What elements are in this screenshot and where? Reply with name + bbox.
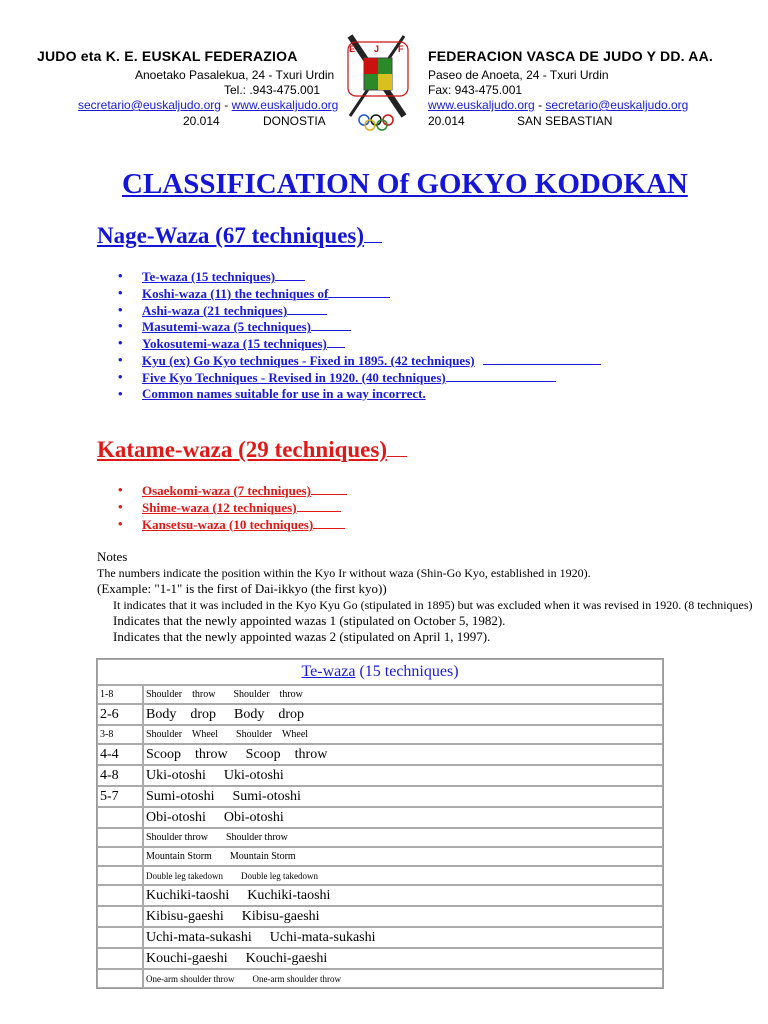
- technique-name-translation: Shoulder throw: [233, 689, 303, 700]
- table-row: [97, 866, 663, 885]
- note-line: The numbers indicate the position within the Kyo Ir without waza (Shin-Go Kyo, established in 1920).: [97, 566, 591, 580]
- technique-name: [143, 704, 663, 725]
- row-number: [97, 948, 143, 969]
- technique-name-original: Shoulder throw: [146, 689, 216, 700]
- address-spanish: Paseo de Anoeta, 24 - Txuri Urdin: [428, 68, 609, 82]
- technique-name-original: Shoulder Wheel: [146, 729, 219, 740]
- email-link-left[interactable]: secretario@euskaljudo.org: [78, 98, 221, 112]
- list-item[interactable]: • Osaekomi-waza (7 techniques): [118, 482, 347, 499]
- list-item[interactable]: • Shime-waza (12 techniques): [118, 499, 347, 516]
- row-number: 4-4: [97, 744, 143, 765]
- technique-name: [143, 786, 663, 807]
- row-number: [97, 906, 143, 927]
- web-link-right[interactable]: www.euskaljudo.org: [428, 98, 535, 112]
- note-line: Indicates that the newly appointed wazas 2 (stipulated on April 1, 1997).: [113, 629, 491, 644]
- technique-name-translation: Sumi-otoshi: [232, 788, 301, 804]
- table-row: [97, 744, 663, 765]
- katame-waza-list: [118, 482, 347, 532]
- list-item[interactable]: • Koshi-waza (11) the techniques of: [118, 285, 662, 302]
- org-name-basque: JUDO eta K. E. EUSKAL FEDERAZIOA: [37, 48, 298, 64]
- postcode-right: 20.014: [428, 114, 465, 128]
- notes-section: [97, 549, 753, 645]
- list-item[interactable]: • Yokosutemi-waza (15 techniques): [118, 335, 662, 352]
- list-item[interactable]: • Kansetsu-waza (10 techniques): [118, 516, 347, 533]
- technique-name-translation: One-arm shoulder throw: [252, 973, 341, 984]
- technique-name-original: Obi-otoshi: [146, 809, 206, 825]
- technique-name-translation: Body drop: [234, 706, 304, 722]
- technique-name-original: Sumi-otoshi: [146, 788, 215, 804]
- svg-text:E: E: [349, 44, 356, 54]
- separator: -: [224, 98, 229, 112]
- technique-name-original: Kibisu-gaeshi: [146, 908, 224, 924]
- technique-name: [143, 828, 663, 847]
- technique-name-translation: Shoulder Wheel: [236, 729, 309, 740]
- address-basque: Anoetako Pasalekua, 24 - Txuri Urdin: [135, 68, 335, 82]
- table-row: [97, 807, 663, 828]
- technique-name-original: Shoulder throw: [146, 832, 208, 843]
- technique-name: [143, 807, 663, 828]
- tel: Tel.: .943-475.001: [224, 83, 321, 97]
- table-row: [97, 906, 663, 927]
- fax: Fax: 943-475.001: [428, 83, 523, 97]
- row-number: 4-8: [97, 765, 143, 786]
- svg-text:J: J: [374, 44, 380, 54]
- technique-name-original: Scoop throw: [146, 746, 228, 762]
- row-number: 2-6: [97, 704, 143, 725]
- technique-name-original: Body drop: [146, 706, 216, 722]
- table-row: [97, 927, 663, 948]
- email-link-right[interactable]: secretario@euskaljudo.org: [545, 98, 689, 112]
- row-number: [97, 969, 143, 988]
- technique-name-original: Mountain Storm: [146, 851, 212, 862]
- technique-name-translation: Uki-otoshi: [223, 767, 284, 783]
- city-left: DONOSTIA: [263, 114, 326, 128]
- list-item[interactable]: • Ashi-waza (21 techniques): [118, 302, 662, 319]
- technique-name-original: Kouchi-gaeshi: [146, 950, 228, 966]
- notes-heading: Notes: [97, 549, 128, 564]
- technique-name: [143, 765, 663, 786]
- org-name-spanish: FEDERACION VASCA DE JUDO Y DD. AA.: [428, 48, 714, 64]
- technique-name-translation: Kouchi-gaeshi: [245, 950, 328, 966]
- table-row: [97, 704, 663, 725]
- nage-waza-heading[interactable]: Nage-Waza (67 techniques): [97, 223, 382, 249]
- row-number: [97, 828, 143, 847]
- technique-name-original: One-arm shoulder throw: [146, 973, 235, 984]
- technique-name-translation: Kibisu-gaeshi: [241, 908, 320, 924]
- note-line: It indicates that it was included in the Kyo Kyu Go (stipulated in 1895) but was excluded when it was revised in 1920. (8 techniques): [113, 598, 753, 612]
- technique-name-translation: Kuchiki-taoshi: [247, 887, 331, 903]
- technique-name: [143, 969, 663, 988]
- technique-name-translation: Obi-otoshi: [223, 809, 284, 825]
- technique-name: [143, 927, 663, 948]
- row-number: [97, 847, 143, 866]
- row-number: 3-8: [97, 725, 143, 744]
- table-row: [97, 969, 663, 988]
- technique-name: [143, 685, 663, 704]
- web-link-left[interactable]: www.euskaljudo.org: [231, 98, 339, 112]
- technique-name: [143, 725, 663, 744]
- list-item[interactable]: • Kyu (ex) Go Kyo techniques - Fixed in 1895. (42 techniques): [118, 352, 662, 369]
- row-number: [97, 927, 143, 948]
- row-number: [97, 807, 143, 828]
- note-line: Indicates that the newly appointed wazas 1 (stipulated on October 5, 1982).: [113, 613, 506, 628]
- list-item[interactable]: • Te-waza (15 techniques): [118, 268, 662, 285]
- te-waza-link[interactable]: Te-waza: [301, 663, 356, 680]
- technique-name-translation: Scoop throw: [245, 746, 328, 762]
- table-row: [97, 685, 663, 704]
- nage-waza-list: [118, 268, 662, 420]
- list-item[interactable]: • Common names suitable for use in a way incorrect.: [118, 386, 662, 420]
- city-right: SAN SEBASTIAN: [517, 114, 613, 128]
- table-row: [97, 725, 663, 744]
- table-row: [97, 948, 663, 969]
- te-waza-table: [96, 658, 664, 989]
- row-number: 5-7: [97, 786, 143, 807]
- technique-name-translation: Mountain Storm: [229, 851, 296, 862]
- row-number: [97, 885, 143, 906]
- technique-name-original: Double leg takedown: [146, 870, 223, 881]
- note-line: (Example: "1-1" is the first of Dai-ikkyo (the first kyo)): [97, 581, 387, 596]
- list-item[interactable]: • Masutemi-waza (5 techniques): [118, 318, 662, 335]
- technique-name: [143, 744, 663, 765]
- table-row: [97, 828, 663, 847]
- svg-text:F: F: [398, 44, 404, 54]
- table-caption: Te-waza (15 techniques): [97, 659, 663, 685]
- federation-emblem: [334, 28, 422, 132]
- technique-name-original: Uki-otoshi: [146, 767, 206, 783]
- page-title[interactable]: CLASSIFICATION Of GOKYO KODOKAN: [122, 168, 688, 200]
- technique-name: [143, 885, 663, 906]
- row-number: [97, 866, 143, 885]
- technique-name-original: Uchi-mata-sukashi: [146, 929, 252, 945]
- technique-name-translation: Shoulder throw: [225, 832, 288, 843]
- postcode-left: 20.014: [183, 114, 220, 128]
- technique-name: [143, 948, 663, 969]
- table-row: [97, 765, 663, 786]
- separator: -: [538, 98, 543, 112]
- row-number: 1-8: [97, 685, 143, 704]
- technique-name: [143, 847, 663, 866]
- table-row: [97, 786, 663, 807]
- technique-name-translation: Double leg takedown: [240, 870, 318, 881]
- technique-name: [143, 866, 663, 885]
- technique-name-original: Kuchiki-taoshi: [146, 887, 230, 903]
- technique-name-translation: Uchi-mata-sukashi: [269, 929, 376, 945]
- katame-waza-heading[interactable]: Katame-waza (29 techniques): [97, 437, 407, 463]
- table-row: [97, 847, 663, 866]
- technique-name: [143, 906, 663, 927]
- list-item[interactable]: • Five Kyo Techniques - Revised in 1920. (40 techniques): [118, 369, 662, 386]
- table-row: [97, 885, 663, 906]
